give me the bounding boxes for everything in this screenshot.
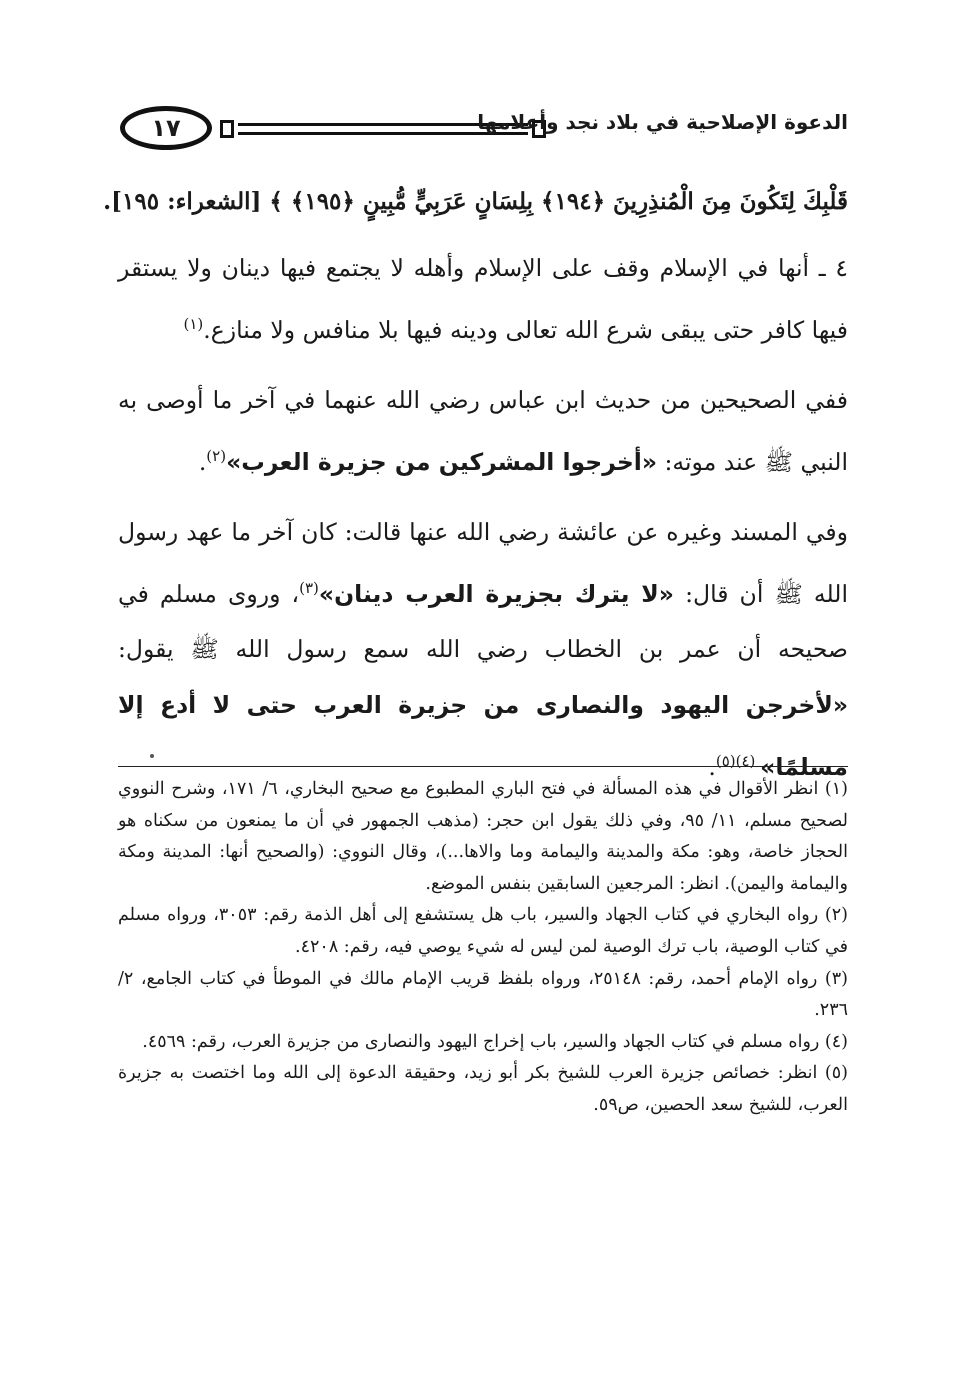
footnote-4: (٤) رواه مسلم في كتاب الجهاد والسير، باب إخراج اليهود والنصارى من جزيرة العرب، رقم: ٤٥٦٩. [142, 1031, 848, 1052]
footnote-ref-2: (٢) [206, 446, 227, 465]
footnote-5: (٥) انظر: خصائص جزيرة العرب للشيخ بكر أبو زيد، وحقيقة الدعوة إلى الله وما اختصت به جزيرة العرب، للشيخ سعد الحصين، ص٥٩. [118, 1063, 848, 1115]
header-ornament-left [220, 120, 234, 138]
margin-mark [150, 754, 154, 758]
p3-end: . [708, 753, 716, 782]
hadith-quote-3: «لأخرجن اليهود والنصارى من جزيرة العرب حتى لا أدع إلا مسلمًا» [118, 691, 848, 782]
running-title: الدعوة الإصلاحية في بلاد نجد وأعلامها [477, 110, 848, 134]
page-number-badge [120, 106, 212, 150]
p3-text-start: وفي المسند وغيره عن عائشة رضي الله عنها قالت: كان آخر ما عهد رسول الله ﷺ أن قال: [118, 517, 848, 608]
paragraph-point-4 [118, 240, 848, 358]
body-text [118, 240, 848, 795]
footnotes [118, 774, 848, 1122]
p3-text-mid: ، وروى مسلم في صحيحه أن عمر بن الخطاب رضي الله سمع رسول الله ﷺ يقول: [118, 579, 848, 664]
footnote-3: (٣) رواه الإمام أحمد، رقم: ٢٥١٤٨، ورواه بلفظ قريب الإمام مالك في الموطأ في كتاب الجامع، ٢/ ٢٣٦. [118, 968, 848, 1021]
footnote-ref-1: (١) [183, 315, 204, 333]
page-header [120, 106, 848, 158]
hadith-quote-2: «لا يترك بجزيرة العرب دينان» [318, 579, 674, 608]
p2-end: . [198, 447, 207, 476]
point-4-text: ٤ ـ أنها في الإسلام وقف على الإسلام وأهله لا يجتمع فيها دينان ولا يستقر فيها كافر حتى يبقى شرع الله تعالى ودينه فيها بلا منافس ولا منازع. [118, 254, 848, 344]
quran-verse: قَلْبِكَ لِتَكُونَ مِنَ الْمُنذِرِينَ ﴿١٩٤﴾ بِلِسَانٍ عَرَبِيٍّ مُّبِينٍ ﴿١٩٥﴾ ﴾ [الشعراء: ١٩٥]. [103, 188, 848, 215]
hadith-quote-1: «أخرجوا المشركين من جزيرة العرب» [226, 447, 658, 476]
paragraph-sahihain [118, 372, 848, 490]
footnote-ref-4-5: (٤)(٥) [715, 752, 761, 771]
footnote-ref-3: (٣) [299, 578, 319, 597]
p2-text: ففي الصحيحين من حديث ابن عباس رضي الله عنهما في آخر ما أوصى به النبي ﷺ عند موته: [118, 385, 848, 476]
page-number: ١٧ [151, 114, 181, 142]
footnote-divider [118, 766, 848, 767]
paragraph-musnad [118, 504, 848, 796]
footnote-1: (١) انظر الأقوال في هذه المسألة في فتح الباري المطبوع مع صحيح البخاري، ٦/ ١٧١، وشرح النووي لصحيح مسلم، ١١/ ٩٥، وفي ذلك يقول ابن حجر: (مذهب الجمهور في أن ما يمنعون من سكناه هو الحجاز خاصة، وهو: مكة والمدينة واليمامة وما والاها...)، وقال النووي: (والصحيح أنها: المدينة ومكة واليمامة واليمن). انظر: المرجعين السابقين بنفس الموضع. [118, 779, 848, 894]
footnote-2: (٢) رواه البخاري في كتاب الجهاد والسير، باب هل يستشفع إلى أهل الذمة رقم: ٣٠٥٣، ورواه مسلم في كتاب الوصية، باب ترك الوصية لمن ليس له شيء يوصي فيه، رقم: ٤٢٠٨. [118, 905, 848, 957]
